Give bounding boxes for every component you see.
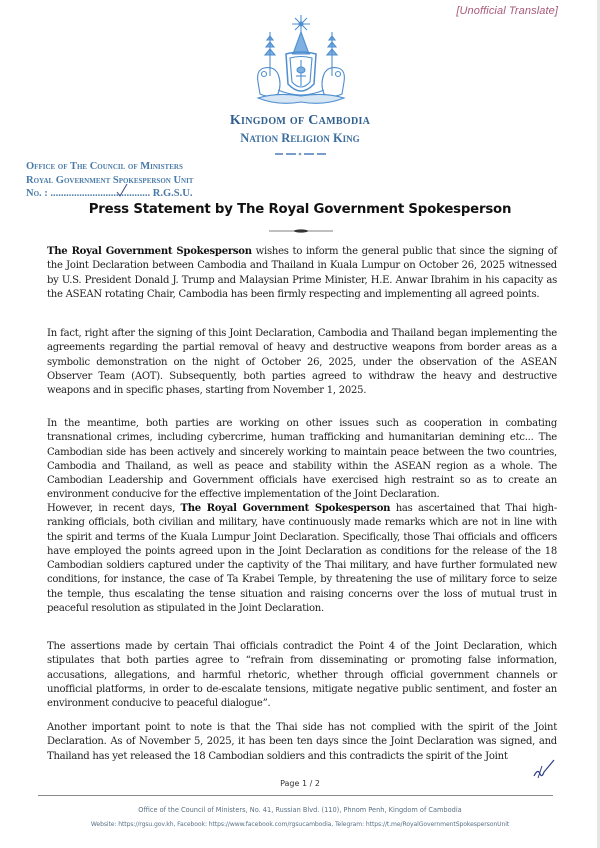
khmer-ornament-divider-icon [273, 152, 329, 156]
paragraph-4-pre: However, in recent days, [47, 503, 181, 514]
paragraph-5-text: The assertions made by certain Thai officials contradict the Point 4 of the Joint Declaration, which stipulates that both parties agree to “refrain from disseminating or promoting false information, accusations, allegations, and harmful rhetoric, whether through official government channels or unofficial platforms, in order to de-escalate tensions, mitigate negative public sentiment, and foster an environment conducive to peaceful dialogue”. [47, 641, 557, 710]
paragraph-2-text: In fact, right after the signing of this Joint Declaration, Cambodia and Thailand began implementing the agreements regarding the partial removal of heavy and destructive weapons from border areas as a symbolic demonstration on the night of October 26, 2025, under the observation of the ASEAN Observer Team (AOT). Subsequently, both parties agreed to withdraw the heavy and destructive weapons and in specific phases, starting from November 1, 2025. [47, 328, 557, 397]
spokesperson-bold-inline: The Royal Government Spokesperson [180, 503, 391, 514]
press-statement-title: Press Statement by The Royal Government Spokesperson [88, 202, 512, 217]
paragraph-6 [47, 721, 557, 764]
unofficial-translation-label: [Unofficial Translate] [456, 5, 558, 17]
issuing-office-block [26, 160, 193, 201]
paragraph-4-text: has ascertained that Thai high-ranking officials, both civilian and military, have continuously made remarks which are not in line with the spirit and terms of the Kuala Lumpur Joint Declaration. Specifically, those Thai officials and officers have employed the points agreed upon in the Joint Declaration as conditions for the release of the 18 Cambodian soldiers captured under the captivity of the Thai military, and have further formulated new conditions, for instance, the case of Ta Krabei Temple, by threatening the use of military force to seize the temple, thus escalating the tense situation and raising concerns over the loss of mutual trust in peaceful resolution as stipulated in the Joint Declaration. [47, 503, 557, 615]
footer-contacts: Website: https://rgsu.gov.kh, Facebook: https://www.facebook.com/rgsucambodia, Telegram: https://t.me/RoyalGovernmentSpokespersonUnit [90, 821, 510, 828]
paragraph-4 [47, 502, 557, 616]
paragraph-6-text: Another important point to note is that the Thai side has not complied with the spirit of the Joint Declaration. As of November 5, 2025, it has been ten days since the Joint Declaration was signed, and Thailand has yet released the 18 Cambodian soldiers and this contradicts the spirit of the Joint [47, 722, 557, 762]
reference-number-text: No. : ...................................... R.G.S.U. [26, 188, 193, 199]
handwritten-check-mark-icon [116, 183, 128, 197]
kingdom-heading: Kingdom of Cambodia [229, 113, 371, 128]
reference-number-line [26, 187, 193, 201]
office-council-of-ministers: Office of The Council of Ministers [26, 161, 183, 172]
spokesperson-bold-lead: The Royal Government Spokesperson [47, 246, 252, 257]
paragraph-3-text: In the meantime, both parties are working on other issues such as cooperation in combating transnational crimes, including cybercrime, human trafficking and humanitarian demining etc... The Cambodian side has been actively and sincerely working to maintain peace between the two countries, Cambodia and Thailand, as well as peace and stability within the ASEAN region as a whole. The Cambodian Leadership and Government officials have exercised high restraint so as to create an environment conducive for the effective implementation of the Joint Declaration. [47, 418, 557, 501]
motto-heading: Nation Religion King [240, 131, 360, 145]
paragraph-2 [47, 327, 557, 398]
paragraph-3 [47, 417, 557, 503]
handwritten-initials-icon [530, 758, 556, 780]
paragraph-1 [47, 245, 557, 302]
office-spokesperson-unit: Royal Government Spokesperson Unit [26, 174, 194, 186]
title-ornament-divider-icon [269, 229, 333, 233]
royal-arms-of-cambodia-icon [248, 14, 354, 110]
footer-address: Office of the Council of Ministers, No. 41, Russian Blvd. (110), Phnom Penh, Kingdom of Cambodia [138, 806, 462, 814]
paragraph-1-text: wishes to inform the general public that since the signing of the Joint Declaration between Cambodia and Thailand in Kuala Lumpur on October 26, 2025 witnessed by U.S. President Donald J. Trump and Malaysian Prime Minister, H.E. Anwar Ibrahim in his capacity as the ASEAN rotating Chair, Cambodia has been firmly respecting and implementing all agreed points. [47, 246, 557, 300]
page-number: Page 1 / 2 [280, 779, 320, 788]
paragraph-5 [47, 640, 557, 711]
footer-divider [38, 795, 553, 796]
